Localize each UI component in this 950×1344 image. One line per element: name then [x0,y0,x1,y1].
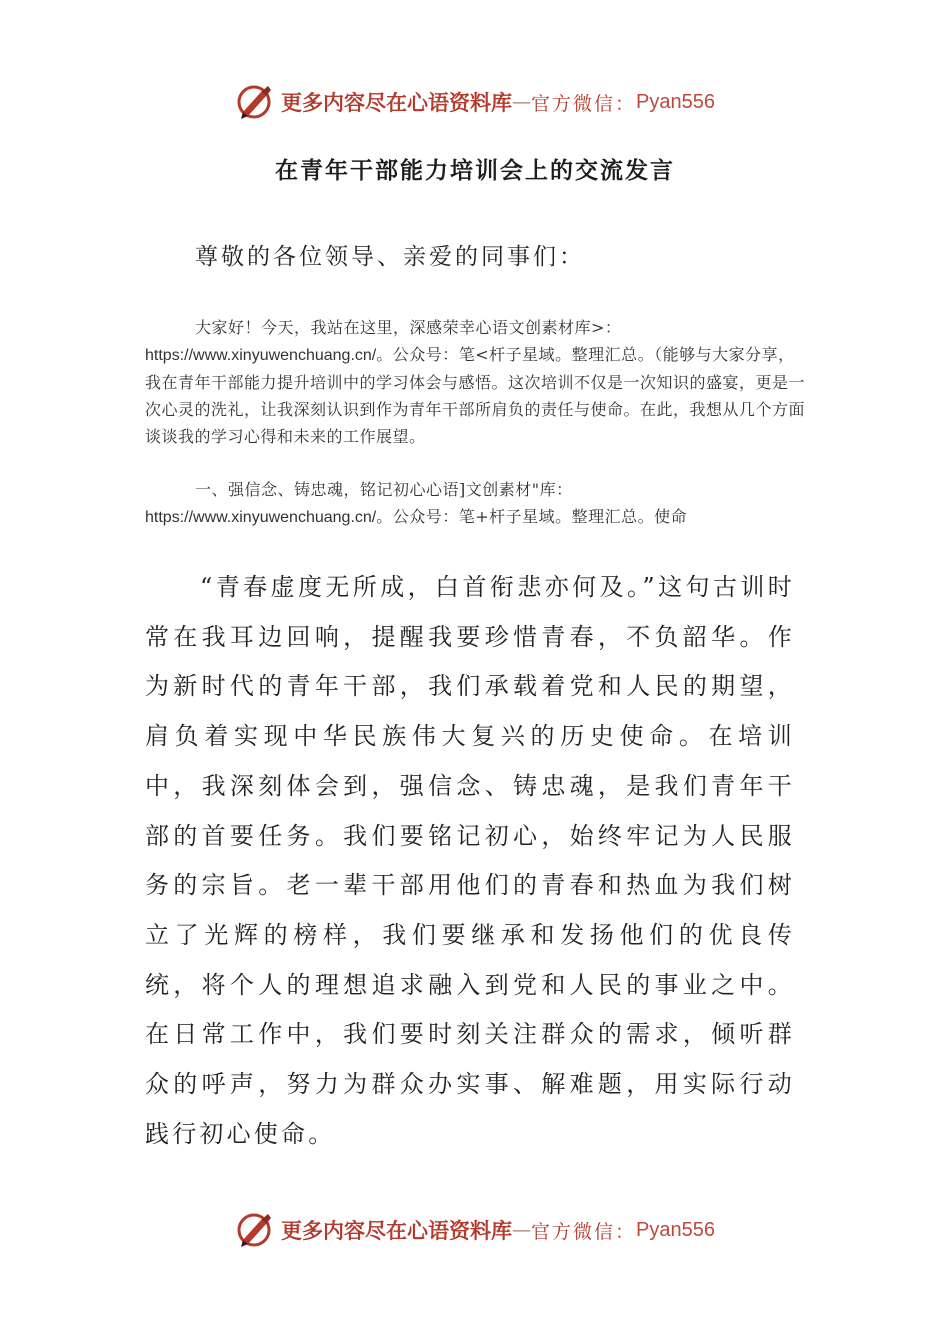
section-text-b: 。公众号：笔+杆子星域。整理汇总。使命 [376,507,688,526]
header-banner [0,82,950,122]
section-heading-paragraph [145,476,805,531]
body-paragraph: “青春虚度无所成，白首衔悲亦何及。”这句古训时常在我耳边回响，提醒我要珍惜青春，不负韶华。作为新时代的青年干部，我们承载着党和人民的期望，肩负着实现中华民族伟大复兴的历史使命。在培训中，我深刻体会到，强信念、铸忠魂，是我们青年干部的首要任务。我们要铭记初心，始终牢记为人民服务的宗旨。老一辈干部用他们的青春和热血为我们树立了光辉的榜样，我们要继承和发扬他们的优良传统，将个人的理想追求融入到党和人民的事业之中。在日常工作中，我们要时刻关注群众的需求，倾听群众的呼声，努力为群众办实事、解难题，用实际行动践行初心使命。 [145,573,795,1148]
intro-paragraph [145,314,805,450]
banner-main-text: 更多内容尽在心语资料库 [281,1218,512,1243]
banner-wechat-label: 官方微信： [531,92,637,115]
banner-wechat-label: 官方微信： [531,1220,637,1243]
banner-wechat-id: Pyan556 [636,1218,715,1241]
intro-text-a: 大家好！今天，我站在这里，深感荣幸心语文创素材库>： [195,318,622,337]
pen-logo-icon [235,82,275,122]
intro-url: https://www.xinyuwenchuang.cn/ [145,347,377,364]
banner-main-text: 更多内容尽在心语资料库 [281,90,512,115]
section-url: https://www.xinyuwenchuang.cn/ [145,509,377,526]
document-title: 在青年干部能力培训会上的交流发言 [275,157,675,184]
section-text-a: 一、强信念、铸忠魂，铭记初心心语]文创素材"库： [195,480,573,499]
banner-wechat-id: Pyan556 [636,90,715,113]
pen-logo-icon [235,1210,275,1250]
salutation: 尊敬的各位领导、亲爱的同事们： [195,244,585,270]
banner-separator: — [512,91,531,113]
intro-text-b: 。公众号：笔<杆子星域。整理汇总。（能够与大家分享，我在青年干部能力提升培训中的学习体会与感悟。这次培训不仅是一次知识的盛宴，更是一次心灵的洗礼，让我深刻认识到作为青年干部所肩负的责任与使命。在此，我想从几个方面谈谈我的学习心得和未来的工作展望。 [145,345,806,446]
footer-banner [0,1210,950,1250]
banner-separator: — [512,1219,531,1241]
